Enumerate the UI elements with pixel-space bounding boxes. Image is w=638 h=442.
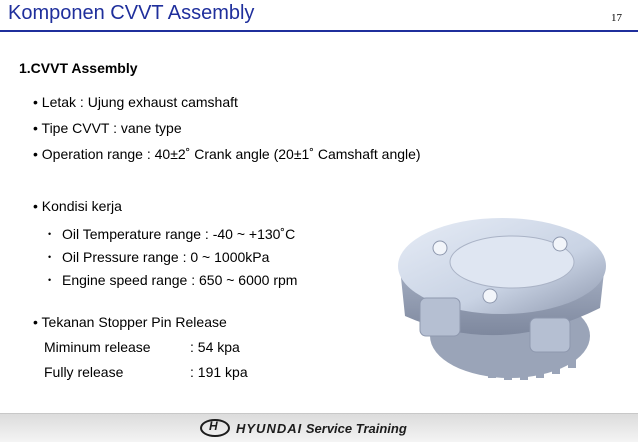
hyundai-mark-icon — [200, 419, 230, 437]
hyundai-logo — [200, 419, 407, 437]
footer-bar — [0, 413, 638, 442]
kondisi-heading: • Kondisi kerja — [33, 198, 122, 214]
footer-brand: HYUNDAI — [236, 421, 303, 436]
title-rule — [0, 30, 638, 32]
stopper-row-minimum: Miminum release : 54 kpa — [44, 339, 240, 355]
footer-text: Service Training — [305, 421, 407, 436]
bullet-operation-range: • Operation range : 40±2˚ Crank angle (20±1˚ Camshaft angle) — [33, 146, 421, 162]
cvvt-assembly-image — [380, 208, 620, 384]
page-number: 17 — [611, 12, 622, 24]
stopper-row-fully: Fully release : 191 kpa — [44, 364, 248, 380]
kondisi-item-speed: • Engine speed range : 650 ~ 6000 rpm — [48, 272, 298, 288]
kondisi-item-temperature: • Oil Temperature range : -40 ~ +130˚C — [48, 226, 296, 242]
section-title: 1.CVVT Assembly — [19, 60, 138, 76]
page-title: Komponen CVVT Assembly — [8, 2, 255, 24]
bullet-type: • Tipe CVVT : vane type — [33, 120, 182, 136]
kondisi-item-pressure: • Oil Pressure range : 0 ~ 1000kPa — [48, 249, 270, 265]
stopper-heading: • Tekanan Stopper Pin Release — [33, 314, 227, 330]
bullet-location: • Letak : Ujung exhaust camshaft — [33, 94, 238, 110]
